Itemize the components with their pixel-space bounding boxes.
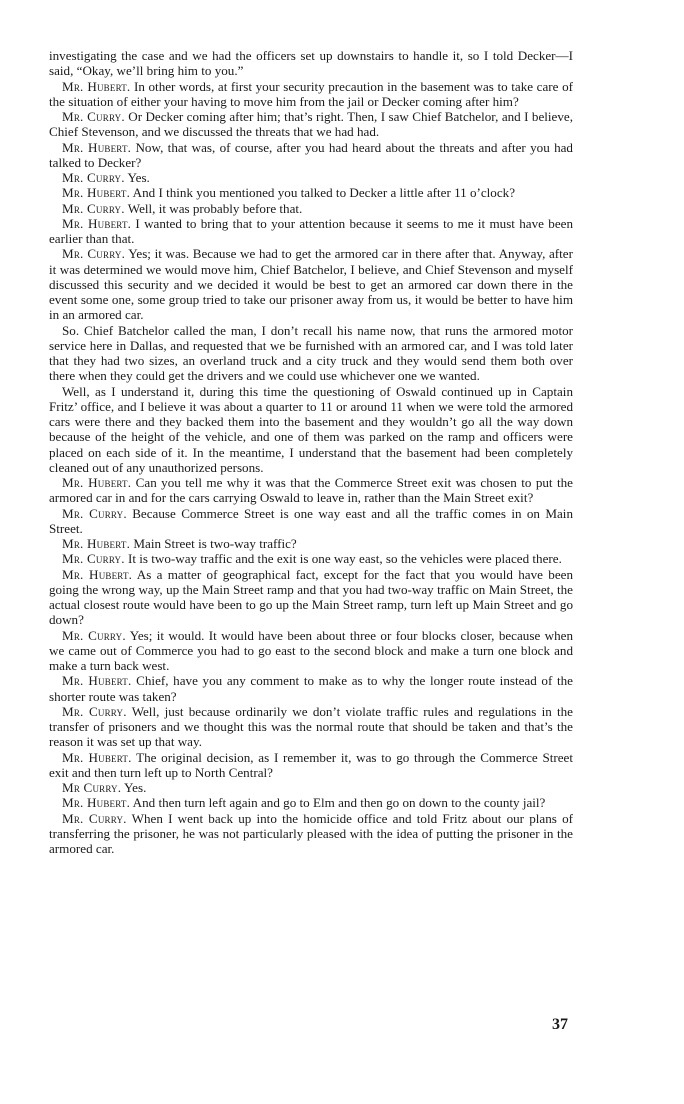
speaker-label: Mr. Hubert.: [62, 566, 133, 582]
speaker-label: Mr. Hubert.: [62, 139, 132, 155]
paragraph-18: [49, 704, 573, 750]
paragraph-9: [49, 323, 573, 384]
paragraph-text: It is two-way traffic and the exit is one way east, so the vehicles were placed there.: [124, 551, 562, 567]
paragraph-text: Yes; it was. Because we had to get the armored car in there after that. Anyway, after it was determined we would move him, Chief Batchelor, I believe, and Chief Stevenson and myself discussed this security and we decided it would be best to get an armored car down there in the event some one, some group tried to take our prisoner away from us, it would be better to have him in an armored car.: [49, 246, 573, 323]
speaker-label: Mr. Hubert.: [62, 78, 131, 94]
speaker-label: Mr. Curry.: [62, 109, 125, 124]
speaker-label: Mr. Hubert.: [62, 536, 131, 551]
paragraph-text: Yes; it would. It would have been about three or four blocks closer, because when we came out of Commerce you had to go east to the second block and make a turn one block and make a turn back west.: [49, 627, 573, 673]
paragraph-text: Well, as I understand it, during this time the questioning of Oswald continued up in Captain Fritz’ office, and I believe it was about a quarter to 11 or around 11 when we were told the armored cars were there and they backed them into the basement and they wouldn’t go all the way down because of the height of the vehicle, and one of them was parked on the ramp and officers were placed on each side of it. In the meantime, I understand that the basement had been completely cleaned out of any unauthorized persons.: [49, 383, 573, 475]
paragraph-text: Or Decker coming after him; that’s right. Then, I saw Chief Batchelor, and I believe, Chief Stevenson, and we discussed the threats that we had had.: [49, 109, 573, 140]
paragraph-text: Can you tell me why it was that the Commerce Street exit was chosen to put the armored car in and for the cars carrying Oswald to leave in, rather than the Main Street exit?: [49, 475, 573, 506]
paragraph-text: So. Chief Batchelor called the man, I don’t recall his name now, that runs the armored motor service here in Dallas, and requested that we be furnished with an armored car, and I was told later that they had two sizes, an overland truck and a city truck and they would send them both over there when they could get the drivers and we could use whichever one we wanted.: [49, 322, 573, 384]
speaker-label: Mr. Hubert.: [62, 673, 132, 689]
speaker-label: Mr. Curry.: [62, 627, 126, 643]
speaker-label: Mr. Curry.: [62, 703, 127, 719]
paragraph-text: As a matter of geographical fact, except for the fact that you would have been going the wrong way, up the Main Street ramp and that you had two-way traffic on Main Street, the actual closest route would have been to go up the Main Street ramp, turn left up Main Street and go down?: [49, 566, 573, 628]
paragraph-text: In other words, at first your security precaution in the basement was to take care of the situation of either your having to move him from the jail or Decker coming after him?: [49, 78, 573, 109]
paragraph-5: [49, 185, 573, 200]
paragraph-22: [49, 811, 573, 857]
paragraph-text: And I think you mentioned you talked to Decker a little after 11 o’clock?: [130, 185, 516, 201]
paragraph-2: [49, 109, 573, 140]
speaker-label: Mr. Curry.: [62, 170, 125, 185]
paragraph-text: The original decision, as I remember it, was to go through the Commerce Street exit and then turn left up to North Central?: [49, 749, 573, 780]
paragraph-4: [49, 170, 573, 185]
paragraph-13: [49, 536, 573, 551]
speaker-label: Mr. Curry.: [62, 246, 126, 262]
paragraph-6: [49, 201, 573, 216]
speaker-label: Mr. Hubert.: [62, 185, 131, 201]
paragraph-12: [49, 506, 573, 537]
paragraph-text: Well, just because ordinarily we don’t violate traffic rules and regulations in the transfer of prisoners and we thought this was the normal route that should be taken and that’s the reason it was set up that way.: [49, 703, 573, 750]
paragraph-21: [49, 795, 573, 810]
paragraph-text: Yes.: [124, 170, 150, 185]
page-number: 37: [552, 1016, 568, 1033]
paragraph-3: [49, 140, 573, 171]
speaker-label: Mr. Hubert.: [62, 749, 132, 765]
speaker-label: Mr. Hubert.: [62, 795, 131, 811]
paragraph-text: Yes.: [121, 780, 147, 795]
paragraph-text: And then turn left again and go to Elm and then go on down to the county jail?: [130, 795, 546, 811]
speaker-label: Mr. Curry.: [62, 505, 127, 521]
paragraph-10: [49, 384, 573, 476]
paragraph-19: [49, 750, 573, 781]
transcript-body: [49, 48, 573, 856]
paragraph-text: Chief, have you any comment to make as to why the longer route instead of the shorter route was taken?: [49, 673, 573, 704]
speaker-label: Mr. Curry.: [62, 810, 127, 826]
paragraph-14: [49, 551, 573, 566]
paragraph-text: Now, that was, of course, after you had heard about the threats and after you had talked to Decker?: [49, 139, 573, 170]
speaker-label: Mr. Curry.: [62, 200, 125, 216]
paragraph-text: investigating the case and we had the officers set up downstairs to handle it, so I told Decker—I said, “Okay, we’ll bring him to you.”: [49, 48, 573, 79]
paragraph-11: [49, 475, 573, 506]
paragraph-1: [49, 79, 573, 110]
paragraph-text: I wanted to bring that to your attention because it seems to me it must have been earlier than that.: [49, 215, 573, 246]
speaker-label: Mr. Hubert.: [62, 215, 132, 231]
paragraph-text: Because Commerce Street is one way east and all the traffic comes in on Main Street.: [49, 505, 573, 536]
paragraph-text: Main Street is two-way traffic?: [130, 536, 297, 551]
speaker-label: Mr Curry.: [62, 780, 122, 795]
speaker-label: Mr. Curry.: [62, 551, 125, 567]
paragraph-17: [49, 673, 573, 704]
paragraph-20: [49, 780, 573, 795]
paragraph-7: [49, 216, 573, 247]
paragraph-16: [49, 628, 573, 674]
paragraph-8: [49, 246, 573, 322]
paragraph-text: Well, it was probably before that.: [124, 200, 303, 216]
paragraph-15: [49, 567, 573, 628]
speaker-label: Mr. Hubert.: [62, 475, 132, 490]
paragraph-0: [49, 48, 573, 79]
paragraph-text: When I went back up into the homicide office and told Fritz about our plans of transferring the prisoner, he was not particularly pleased with the idea of putting the prisoner in the armored car.: [49, 810, 573, 856]
